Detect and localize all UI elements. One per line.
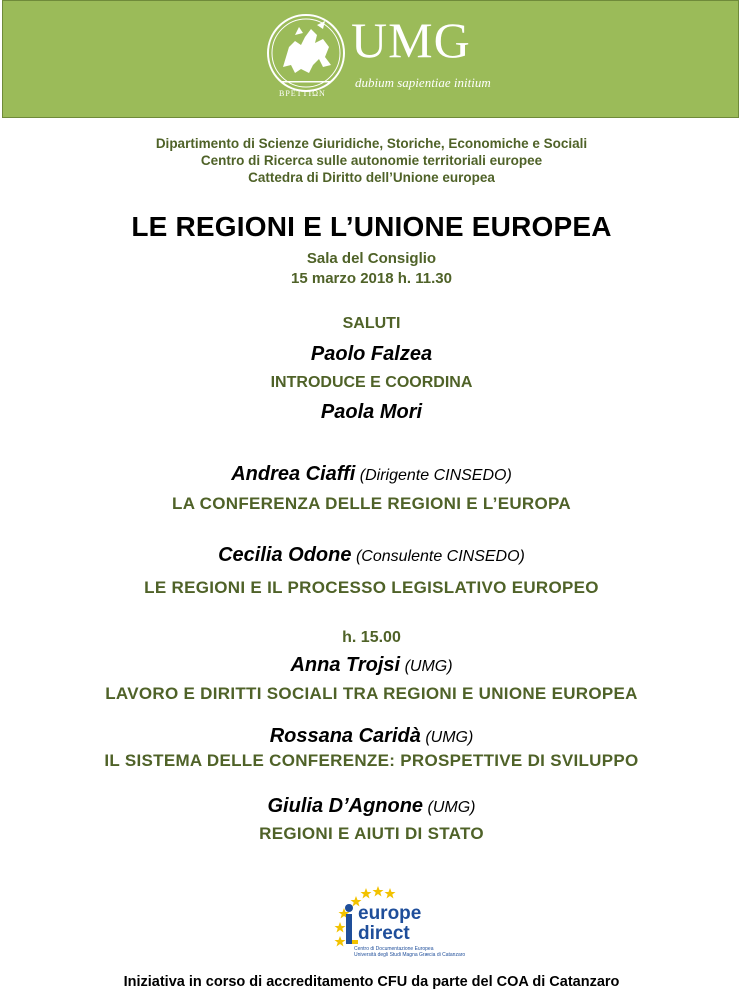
saluti-name: Paolo Falzea <box>310 343 433 365</box>
europe-direct-caption <box>354 946 465 958</box>
afternoon-time: h. 15.00 <box>342 629 401 646</box>
speaker-5 <box>0 795 743 818</box>
department-line-2: Centro di Ricerca sulle autonomie territoriali europee <box>200 153 543 168</box>
europe-direct-caption-1: Centro di Documentazione Europea <box>354 946 434 952</box>
speaker-3 <box>0 654 743 677</box>
umg-motto: dubium sapientiae initium <box>355 75 491 90</box>
talk-title-1: LA CONFERENZA DELLE REGIONI E L’EUROPA <box>172 494 571 513</box>
header-banner <box>2 0 739 118</box>
speaker-name: Giulia D’Agnone <box>267 795 424 817</box>
footer-note: Iniziativa in corso di accreditamento CFU da parte del COA di Catanzaro <box>123 974 620 990</box>
europe-direct-logo <box>332 884 466 974</box>
europe-direct-line1: europe <box>358 903 422 924</box>
speaker-name: Andrea Ciaffi <box>231 463 356 485</box>
event-title: LE REGIONI E L’UNIONE EUROPEA <box>131 211 612 242</box>
venue: Sala del Consiglio <box>306 250 437 267</box>
umg-wordmark: UMG <box>351 12 471 68</box>
talk-title-5: REGIONI E AIUTI DI STATO <box>259 824 484 843</box>
introduce-label: INTRODUCE E COORDINA <box>270 374 473 391</box>
speaker-role: (Consulente CINSEDO) <box>355 548 525 565</box>
umg-logo <box>265 7 495 107</box>
talk-title-4: IL SISTEMA DELLE CONFERENZE: PROSPETTIVE DI SVILUPPO <box>104 751 639 770</box>
speaker-2 <box>0 544 743 567</box>
speaker-role: (Dirigente CINSEDO) <box>359 467 512 484</box>
introduce-name: Paola Mori <box>320 401 423 423</box>
speaker-4 <box>0 725 743 748</box>
speaker-role: (UMG) <box>425 729 474 746</box>
speaker-1 <box>0 463 743 486</box>
saluti-label: SALUTI <box>342 315 401 332</box>
speaker-name: Anna Trojsi <box>290 654 401 676</box>
department-line-1: Dipartimento di Scienze Giuridiche, Storiche, Economiche e Sociali <box>155 136 588 151</box>
speaker-name: Cecilia Odone <box>218 544 352 566</box>
talk-title-2: LE REGIONI E IL PROCESSO LEGISLATIVO EUROPEO <box>144 578 599 597</box>
europe-direct-line2: direct <box>358 923 410 944</box>
speaker-name: Rossana Caridà <box>269 725 421 747</box>
speaker-role: (UMG) <box>404 658 453 675</box>
event-date: 15 marzo 2018 h. 11.30 <box>291 270 452 287</box>
speaker-role: (UMG) <box>427 799 476 816</box>
talk-title-3: LAVORO E DIRITTI SOCIALI TRA REGIONI E UNIONE EUROPEA <box>105 684 638 703</box>
europe-direct-caption-2: Università degli Studi Magna Græcia di Catanzaro <box>354 952 466 958</box>
department-line-3: Cattedra di Diritto dell’Unione europea <box>248 170 495 185</box>
emblem-caption: ΒΡΕΤΤΙΩΝ <box>279 89 326 98</box>
